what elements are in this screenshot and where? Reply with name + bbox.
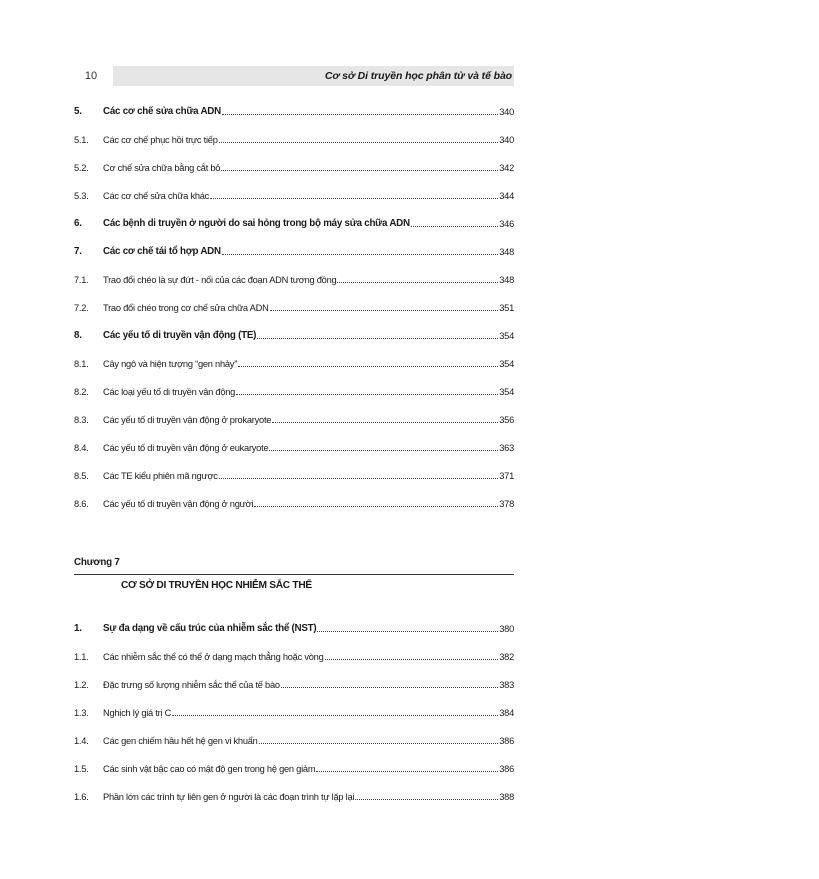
- toc-leader: [272, 421, 498, 423]
- toc-title: Các yếu tố di truyền vận động (TE): [103, 330, 257, 341]
- toc-number: 7.2.: [74, 303, 89, 313]
- toc-number: 1.1.: [74, 652, 89, 662]
- toc-leader: [219, 141, 499, 143]
- toc-entry[interactable]: [74, 733, 514, 747]
- toc-entry[interactable]: [74, 300, 514, 314]
- toc-page: 363: [499, 443, 514, 453]
- toc-leader: [222, 253, 498, 255]
- toc-title: Các cơ chế sửa chữa khác: [103, 191, 210, 201]
- toc-number: 5.2.: [74, 163, 89, 173]
- running-title: Cơ sở Di truyền học phân tử và tế bào: [113, 66, 514, 86]
- toc-page: 348: [499, 247, 514, 257]
- toc-entry[interactable]: [74, 328, 514, 342]
- toc-leader: [281, 686, 498, 688]
- toc-number: 1.2.: [74, 680, 89, 690]
- toc-leader: [254, 505, 498, 507]
- toc-leader: [222, 113, 498, 115]
- toc-leader: [325, 658, 499, 660]
- toc-title: Các cơ chế phục hồi trực tiếp: [103, 135, 218, 145]
- toc-number: 8.1.: [74, 359, 89, 369]
- toc-title: Cây ngô và hiện tượng “gen nhảy”: [103, 359, 238, 369]
- toc-title: Các yếu tố di truyền vận động ở eukaryote: [103, 443, 269, 453]
- toc-entry[interactable]: [74, 621, 514, 635]
- toc-entry[interactable]: [74, 384, 514, 398]
- toc-page: 340: [499, 107, 514, 117]
- toc-title: Các bệnh di truyền ở người do sai hỏng trong bộ máy sửa chữa ADN: [103, 218, 410, 229]
- toc-leader: [257, 337, 498, 339]
- toc-leader: [259, 742, 499, 744]
- toc-number: 7.: [74, 246, 82, 257]
- toc-leader: [270, 309, 499, 311]
- toc-entry[interactable]: [74, 272, 514, 286]
- toc-page: 340: [499, 135, 514, 145]
- toc-title: Các loại yếu tố di truyền vận động: [103, 387, 236, 397]
- toc-entry[interactable]: [74, 216, 514, 230]
- toc-page: 371: [499, 471, 514, 481]
- toc-page: 351: [499, 303, 514, 313]
- toc-title: Các cơ chế tái tổ hợp ADN: [103, 246, 221, 257]
- toc-entry[interactable]: [74, 649, 514, 663]
- toc-page: 356: [499, 415, 514, 425]
- toc-title: Cơ chế sửa chữa bằng cắt bỏ: [103, 163, 221, 173]
- toc-entry[interactable]: [74, 104, 514, 118]
- toc-entry[interactable]: [74, 244, 514, 258]
- toc-title: Đặc trưng số lượng nhiễm sắc thể của tế bào: [103, 680, 280, 690]
- toc-page: 388: [499, 792, 514, 802]
- toc-leader: [317, 630, 498, 632]
- toc-leader: [221, 169, 498, 171]
- toc-number: 5.: [74, 106, 82, 117]
- toc-title: Các yếu tố di truyền vận động ở người: [103, 499, 254, 509]
- toc-number: 5.3.: [74, 191, 89, 201]
- page-header: [74, 66, 514, 86]
- toc-leader: [219, 477, 499, 479]
- toc-page: 354: [499, 331, 514, 341]
- toc-page: 348: [499, 275, 514, 285]
- toc-entry[interactable]: [74, 677, 514, 691]
- toc-entry[interactable]: [74, 188, 514, 202]
- toc-page: 382: [499, 652, 514, 662]
- toc-page: 342: [499, 163, 514, 173]
- toc-entry[interactable]: [74, 356, 514, 370]
- toc-title: Sự đa dạng về cấu trúc của nhiễm sắc thể (NST): [103, 623, 317, 634]
- toc-leader: [337, 281, 498, 283]
- toc-number: 1.5.: [74, 764, 89, 774]
- toc-page: 386: [499, 764, 514, 774]
- chapter-divider: [74, 574, 514, 575]
- toc-number: 8.4.: [74, 443, 89, 453]
- toc-number: 7.1.: [74, 275, 89, 285]
- toc-page: 354: [499, 387, 514, 397]
- toc-entry[interactable]: [74, 440, 514, 454]
- toc-entry[interactable]: [74, 132, 514, 146]
- toc-page: 378: [499, 499, 514, 509]
- toc-number: 5.1.: [74, 135, 89, 145]
- toc-title: Các TE kiểu phiên mã ngược: [103, 471, 218, 481]
- toc-title: Phần lớn các trình tự liên gen ở người là các đoạn trình tự lặp lại: [103, 792, 355, 802]
- toc-page: 386: [499, 736, 514, 746]
- toc-number: 8.3.: [74, 415, 89, 425]
- chapter-label: Chương 7: [74, 557, 120, 568]
- toc-page: 354: [499, 359, 514, 369]
- toc-number: 8.6.: [74, 499, 89, 509]
- toc-leader: [236, 393, 498, 395]
- toc-title: Trao đổi chéo trong cơ chế sửa chữa ADN: [103, 303, 269, 313]
- toc-entry[interactable]: [74, 761, 514, 775]
- toc-page: 383: [499, 680, 514, 690]
- toc-title: Trao đổi chéo là sự đứt - nối của các đoạn ADN tương đồng: [103, 275, 337, 285]
- toc-entry[interactable]: [74, 789, 514, 803]
- toc-entry[interactable]: [74, 412, 514, 426]
- toc-number: 8.2.: [74, 387, 89, 397]
- toc-leader: [238, 365, 498, 367]
- toc-title: Các sinh vật bậc cao có mật độ gen trong hệ gen giảm: [103, 764, 316, 774]
- toc-number: 8.5.: [74, 471, 89, 481]
- chapter-title: CƠ SỞ DI TRUYỀN HỌC NHIỄM SẮC THỂ: [121, 580, 312, 591]
- toc-page: 384: [499, 708, 514, 718]
- toc-number: 1.3.: [74, 708, 89, 718]
- toc-entry[interactable]: [74, 468, 514, 482]
- toc-leader: [316, 770, 498, 772]
- toc-page: 346: [499, 219, 514, 229]
- toc-leader: [269, 449, 498, 451]
- toc-number: 1.6.: [74, 792, 89, 802]
- toc-title: Các cơ chế sửa chữa ADN: [103, 106, 221, 117]
- toc-number: 1.4.: [74, 736, 89, 746]
- toc-entry[interactable]: [74, 160, 514, 174]
- toc-leader: [355, 798, 498, 800]
- toc-title: Các gen chiếm hầu hết hệ gen vi khuẩn: [103, 736, 258, 746]
- toc-title: Các yếu tố di truyền vận động ở prokaryote: [103, 415, 272, 425]
- toc-entry[interactable]: [74, 705, 514, 719]
- toc-number: 8.: [74, 330, 82, 341]
- toc-title: Nghịch lý giá trị C: [103, 708, 172, 718]
- toc-number: 6.: [74, 218, 82, 229]
- toc-entry[interactable]: [74, 496, 514, 510]
- page-number: 10: [84, 70, 98, 82]
- toc-leader: [411, 225, 498, 227]
- toc-page: 380: [499, 624, 514, 634]
- toc-leader: [210, 197, 498, 199]
- toc-leader: [172, 714, 498, 716]
- toc-number: 1.: [74, 623, 82, 634]
- toc-page: 344: [499, 191, 514, 201]
- toc-title: Các nhiễm sắc thể có thể ở dạng mạch thẳng hoặc vòng: [103, 652, 324, 662]
